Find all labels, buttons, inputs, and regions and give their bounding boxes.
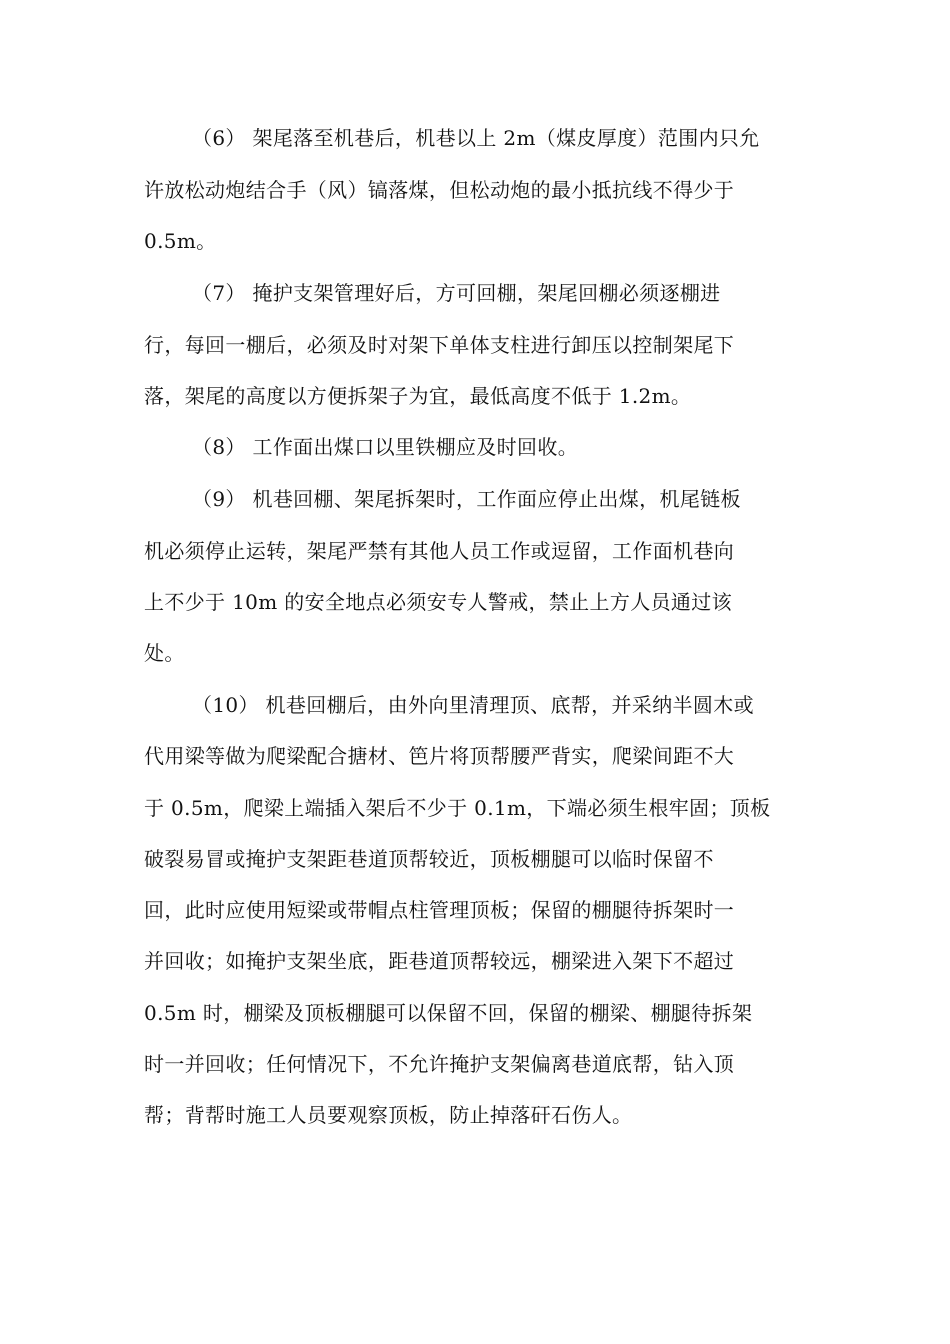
paragraph-line: 0.5m 时，棚梁及顶板棚腿可以保留不回，保留的棚梁、棚腿待拆架 <box>144 1001 753 1025</box>
paragraph-line: 机必须停止运转，架尾严禁有其他人员工作或逗留，工作面机巷向 <box>144 539 735 563</box>
paragraph-line: （7） 掩护支架管理好后，方可回棚，架尾回棚必须逐棚进 <box>192 281 721 305</box>
paragraph-line: 时一并回收；任何情况下，不允许掩护支架偏离巷道底帮，钻入顶 <box>144 1052 735 1076</box>
paragraph-line: 代用梁等做为爬梁配合搪材、笆片将顶帮腰严背实，爬梁间距不大 <box>144 744 735 768</box>
paragraph-line: 于 0.5m，爬梁上端插入架后不少于 0.1m，下端必须生根牢固；顶板 <box>144 796 771 820</box>
paragraph-line: 行，每回一棚后，必须及时对架下单体支柱进行卸压以控制架尾下 <box>144 333 735 357</box>
paragraph-line: （9） 机巷回棚、架尾拆架时，工作面应停止出煤，机尾链板 <box>192 487 741 511</box>
paragraph-line: 处。 <box>144 641 185 665</box>
paragraph-line: 回，此时应使用短梁或带帽点柱管理顶板；保留的棚腿待拆架时一 <box>144 898 735 922</box>
paragraph-line: （10） 机巷回棚后，由外向里清理顶、底帮，并采纳半圆木或 <box>192 693 754 717</box>
paragraph-line: （8） 工作面出煤口以里铁棚应及时回收。 <box>192 435 579 459</box>
paragraph-line: 并回收；如掩护支架坐底，距巷道顶帮较远，棚梁进入架下不超过 <box>144 949 735 973</box>
paragraph-line: 落，架尾的高度以方便拆架子为宜，最低高度不低于 1.2m。 <box>144 384 692 408</box>
paragraph-line: 帮；背帮时施工人员要观察顶板，防止掉落矸石伤人。 <box>144 1103 633 1127</box>
paragraph-line: 0.5m。 <box>144 229 217 253</box>
paragraph-line: 许放松动炮结合手（风）镐落煤，但松动炮的最小抵抗线不得少于 <box>144 178 735 202</box>
paragraph-line: （6） 架尾落至机巷后，机巷以上 2m（煤皮厚度）范围内只允 <box>192 126 760 150</box>
paragraph-line: 上不少于 10m 的安全地点必须安专人警戒，禁止上方人员通过该 <box>144 590 732 614</box>
paragraph-line: 破裂易冒或掩护支架距巷道顶帮较近，顶板棚腿可以临时保留不 <box>144 847 714 871</box>
